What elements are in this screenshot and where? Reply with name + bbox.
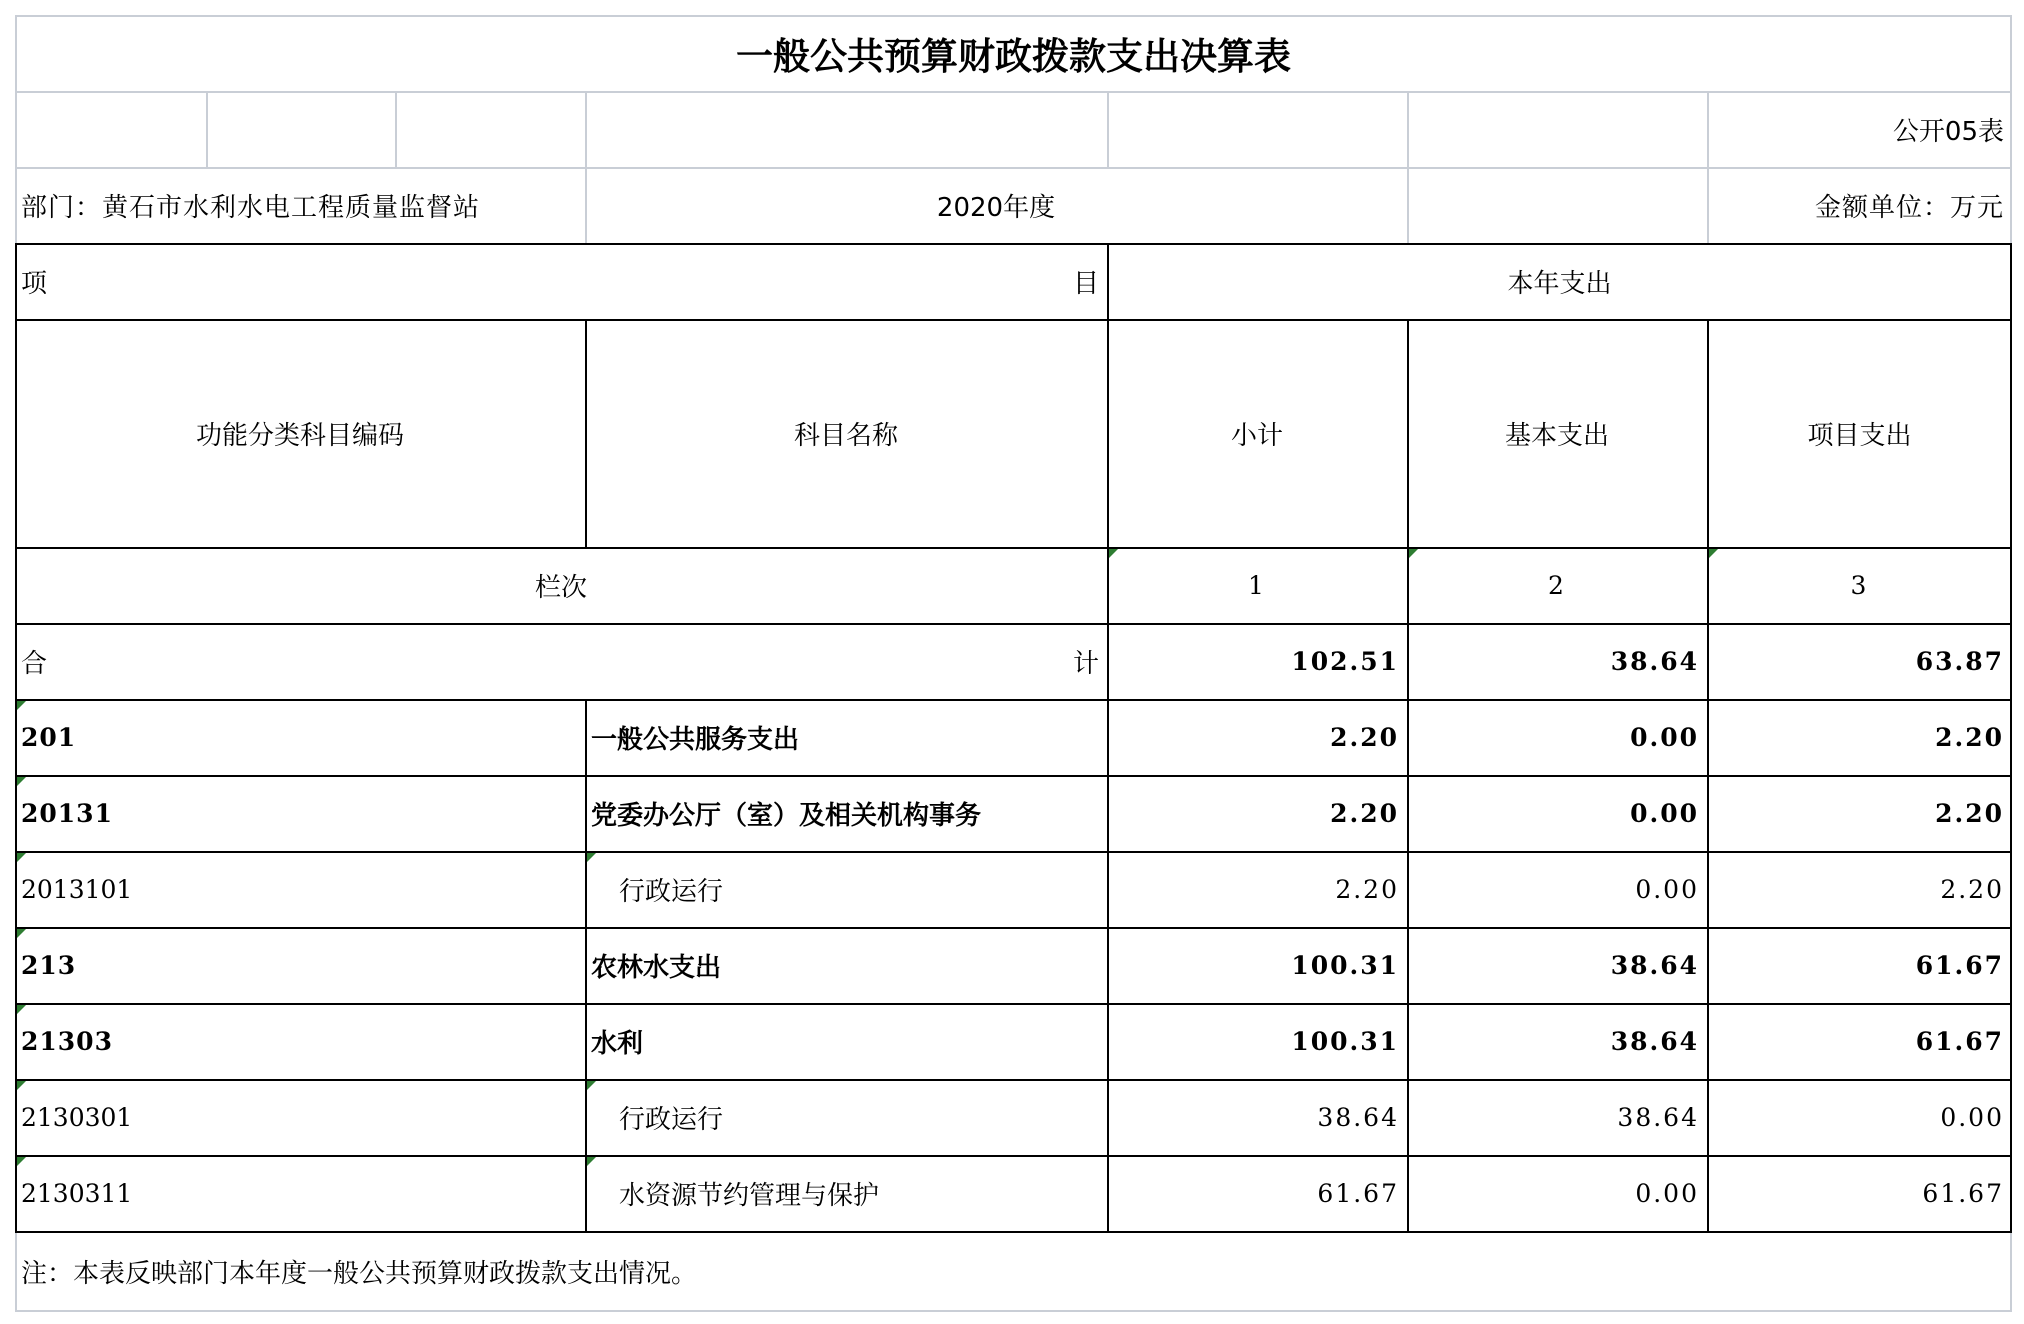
row-project: 0.00 [1940, 1102, 2004, 1132]
grid-line [395, 91, 397, 167]
row-basic: 38.64 [1617, 1102, 1699, 1132]
cell-marker-icon [1409, 549, 1418, 558]
cell-marker-icon [17, 853, 26, 862]
row-project: 2.20 [1935, 798, 2004, 828]
cell-marker-icon [17, 1081, 26, 1090]
table-number: 公开05表 [1892, 116, 2004, 147]
total-basic: 38.64 [1610, 646, 1699, 676]
cell-marker-icon [17, 1005, 26, 1014]
column-number-1: 1 [1248, 570, 1266, 600]
column-number-2: 2 [1548, 570, 1566, 600]
column-order-label: 栏次 [534, 572, 587, 603]
cell-marker-icon [17, 701, 26, 710]
row-basic: 0.00 [1635, 874, 1699, 904]
row-name: 水利 [591, 1028, 644, 1059]
amount-unit: 金额单位：万元 [1814, 192, 2004, 223]
fiscal-year: 2020年度 [936, 192, 1056, 223]
row-code: 213 [21, 950, 77, 980]
department-label: 部门：黄石市水利水电工程质量监督站 [21, 192, 481, 223]
spreadsheet [15, 15, 2012, 1315]
row-code: 2130311 [21, 1178, 133, 1208]
row-name: 一般公共服务支出 [591, 724, 800, 755]
grid-line [15, 1310, 2012, 1312]
cell-marker-icon [1709, 549, 1718, 558]
row-subtotal: 2.20 [1330, 722, 1399, 752]
header-basic-expenditure: 基本支出 [1504, 420, 1609, 451]
cell-marker-icon [17, 777, 26, 786]
page-title: 一般公共预算财政拨款支出决算表 [736, 35, 1291, 78]
header-current-year-expenditure: 本年支出 [1507, 268, 1612, 299]
row-code: 20131 [21, 798, 113, 828]
header-item-right: 目 [1072, 268, 1099, 299]
row-code: 2013101 [21, 874, 133, 904]
row-project: 2.20 [1940, 874, 2004, 904]
row-code: 2130301 [21, 1102, 133, 1132]
row-subtotal: 100.31 [1291, 1026, 1399, 1056]
grid-line [1107, 91, 1109, 167]
row-basic: 0.00 [1635, 1178, 1699, 1208]
row-code: 21303 [21, 1026, 113, 1056]
cell-marker-icon [17, 929, 26, 938]
header-subtotal: 小计 [1230, 420, 1283, 451]
total-project: 63.87 [1915, 646, 2004, 676]
total-label-right: 计 [1072, 648, 1099, 679]
total-label-left: 合 [21, 648, 48, 679]
row-name: 农林水支出 [591, 952, 722, 983]
row-name: 行政运行 [619, 876, 724, 907]
grid-line [1407, 91, 1409, 243]
row-basic: 38.64 [1610, 950, 1699, 980]
row-name: 水资源节约管理与保护 [619, 1180, 880, 1211]
cell-marker-icon [587, 1081, 596, 1090]
row-subtotal: 2.20 [1335, 874, 1399, 904]
row-name: 行政运行 [619, 1104, 724, 1135]
cell-marker-icon [587, 1157, 596, 1166]
row-subtotal: 100.31 [1291, 950, 1399, 980]
row-basic: 0.00 [1630, 798, 1699, 828]
row-basic: 38.64 [1610, 1026, 1699, 1056]
row-code: 201 [21, 722, 77, 752]
footnote: 注：本表反映部门本年度一般公共预算财政拨款支出情况。 [21, 1259, 698, 1289]
row-project: 61.67 [1915, 1026, 2004, 1056]
header-subject-name: 科目名称 [793, 420, 898, 451]
row-subtotal: 38.64 [1317, 1102, 1399, 1132]
header-function-code: 功能分类科目编码 [195, 420, 404, 451]
column-number-3: 3 [1850, 570, 1869, 600]
row-subtotal: 61.67 [1317, 1178, 1399, 1208]
cell-marker-icon [1109, 549, 1118, 558]
header-item-left: 项 [21, 268, 48, 299]
total-subtotal: 102.51 [1291, 646, 1399, 676]
row-subtotal: 2.20 [1330, 798, 1399, 828]
row-name: 党委办公厅（室）及相关机构事务 [591, 800, 982, 831]
row-project: 61.67 [1915, 950, 2004, 980]
grid-line [206, 91, 208, 167]
header-project-expenditure: 项目支出 [1807, 420, 1912, 451]
cell-marker-icon [587, 853, 596, 862]
row-project: 61.67 [1922, 1178, 2004, 1208]
cell-marker-icon [17, 1157, 26, 1166]
row-basic: 0.00 [1630, 722, 1699, 752]
row-project: 2.20 [1935, 722, 2004, 752]
